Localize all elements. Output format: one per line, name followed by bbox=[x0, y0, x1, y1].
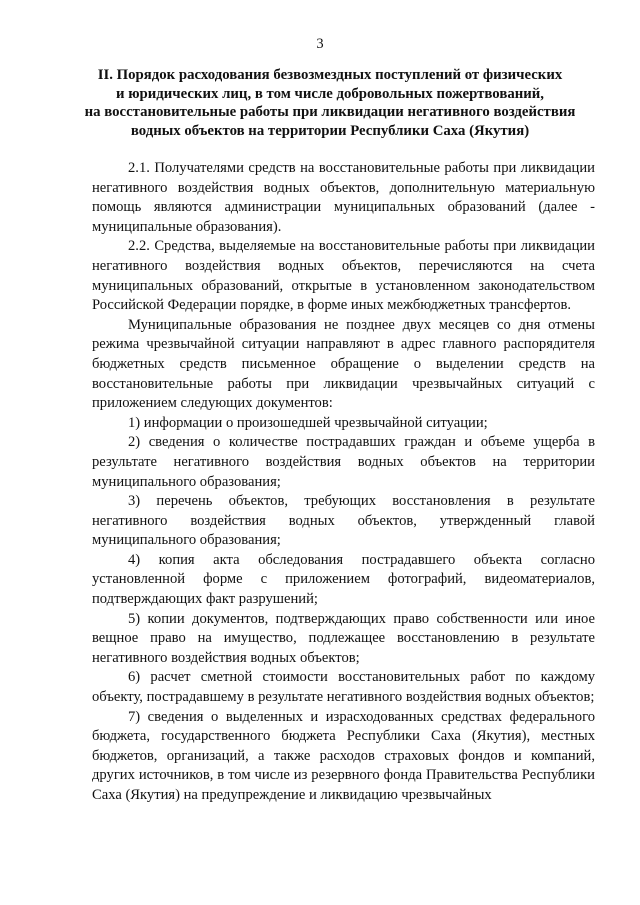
list-item-3: 3) перечень объектов, требующих восстановления в результате негативного воздействия водных объектов, утвержденный главой муниципального образования; bbox=[92, 493, 595, 549]
list-item-5: 5) копии документов, подтверждающих право собственности или иное вещное право на имущество, подлежащее восстановлению в результате негативного воздействия водных объектов; bbox=[92, 610, 595, 666]
list-item-6: 6) расчет сметной стоимости восстановительных работ по каждому объекту, пострадавшему в результате негативного воздействия водных объектов; bbox=[92, 669, 595, 706]
paragraph-2-2: 2.2. Средства, выделяемые на восстановительные работы при ликвидации негативного воздействия водных объектов, перечисляются на счета муниципальных образований, открытые в установленном законодательством Российской Федерации порядке, в форме иных межбюджетных трансфертов. bbox=[92, 238, 595, 314]
paragraph-2-1: 2.1. Получателями средств на восстановительные работы при ликвидации негативного воздействия водных объектов, дополнительную материальную помощь являются администрации муниципальных образований (далее - муниципальные образования). bbox=[92, 160, 595, 235]
section-heading bbox=[80, 66, 580, 140]
list-item-7: 7) сведения о выделенных и израсходованных средствах федерального бюджета, государственного бюджета Республики Саха (Якутия), местных бюджетов, организаций, а также расходов страховых фондов и компаний, других источников, в том числе из резервного фонда Правительства Республики Саха (Якутия) на предупреждение и ликвидацию чрезвычайных bbox=[92, 708, 595, 803]
page-number: 3 bbox=[316, 36, 324, 52]
section-heading-line: и юридических лиц, в том числе добровольных пожертвований, bbox=[115, 85, 544, 102]
paragraph-request: Муниципальные образования не позднее двух месяцев со дня отмены режима чрезвычайной ситуации направляют в адрес главного распорядителя бюджетных средств письменное обращение о выделении средств на восстановительные работы при ликвидации чрезвычайных ситуаций с приложением следующих документов: bbox=[92, 316, 595, 412]
body-text bbox=[92, 159, 595, 806]
list-item-4: 4) копия акта обследования пострадавшего объекта согласно установленной форме с приложением фотографий, видеоматериалов, подтверждающих факт разрушений; bbox=[92, 551, 595, 608]
section-heading-line: на восстановительные работы при ликвидации негативного воздействия bbox=[84, 104, 576, 120]
section-heading-line: водных объектов на территории Республики Саха (Якутия) bbox=[130, 122, 530, 139]
list-item-2: 2) сведения о количестве пострадавших граждан и объеме ущерба в результате негативного воздействия водных объектов на территории муниципального образования; bbox=[92, 434, 595, 490]
list-item-1: 1) информации о произошедшей чрезвычайной ситуации; bbox=[128, 414, 488, 431]
section-heading-line: II. Порядок расходования безвозмездных поступлений от физических bbox=[97, 67, 563, 83]
